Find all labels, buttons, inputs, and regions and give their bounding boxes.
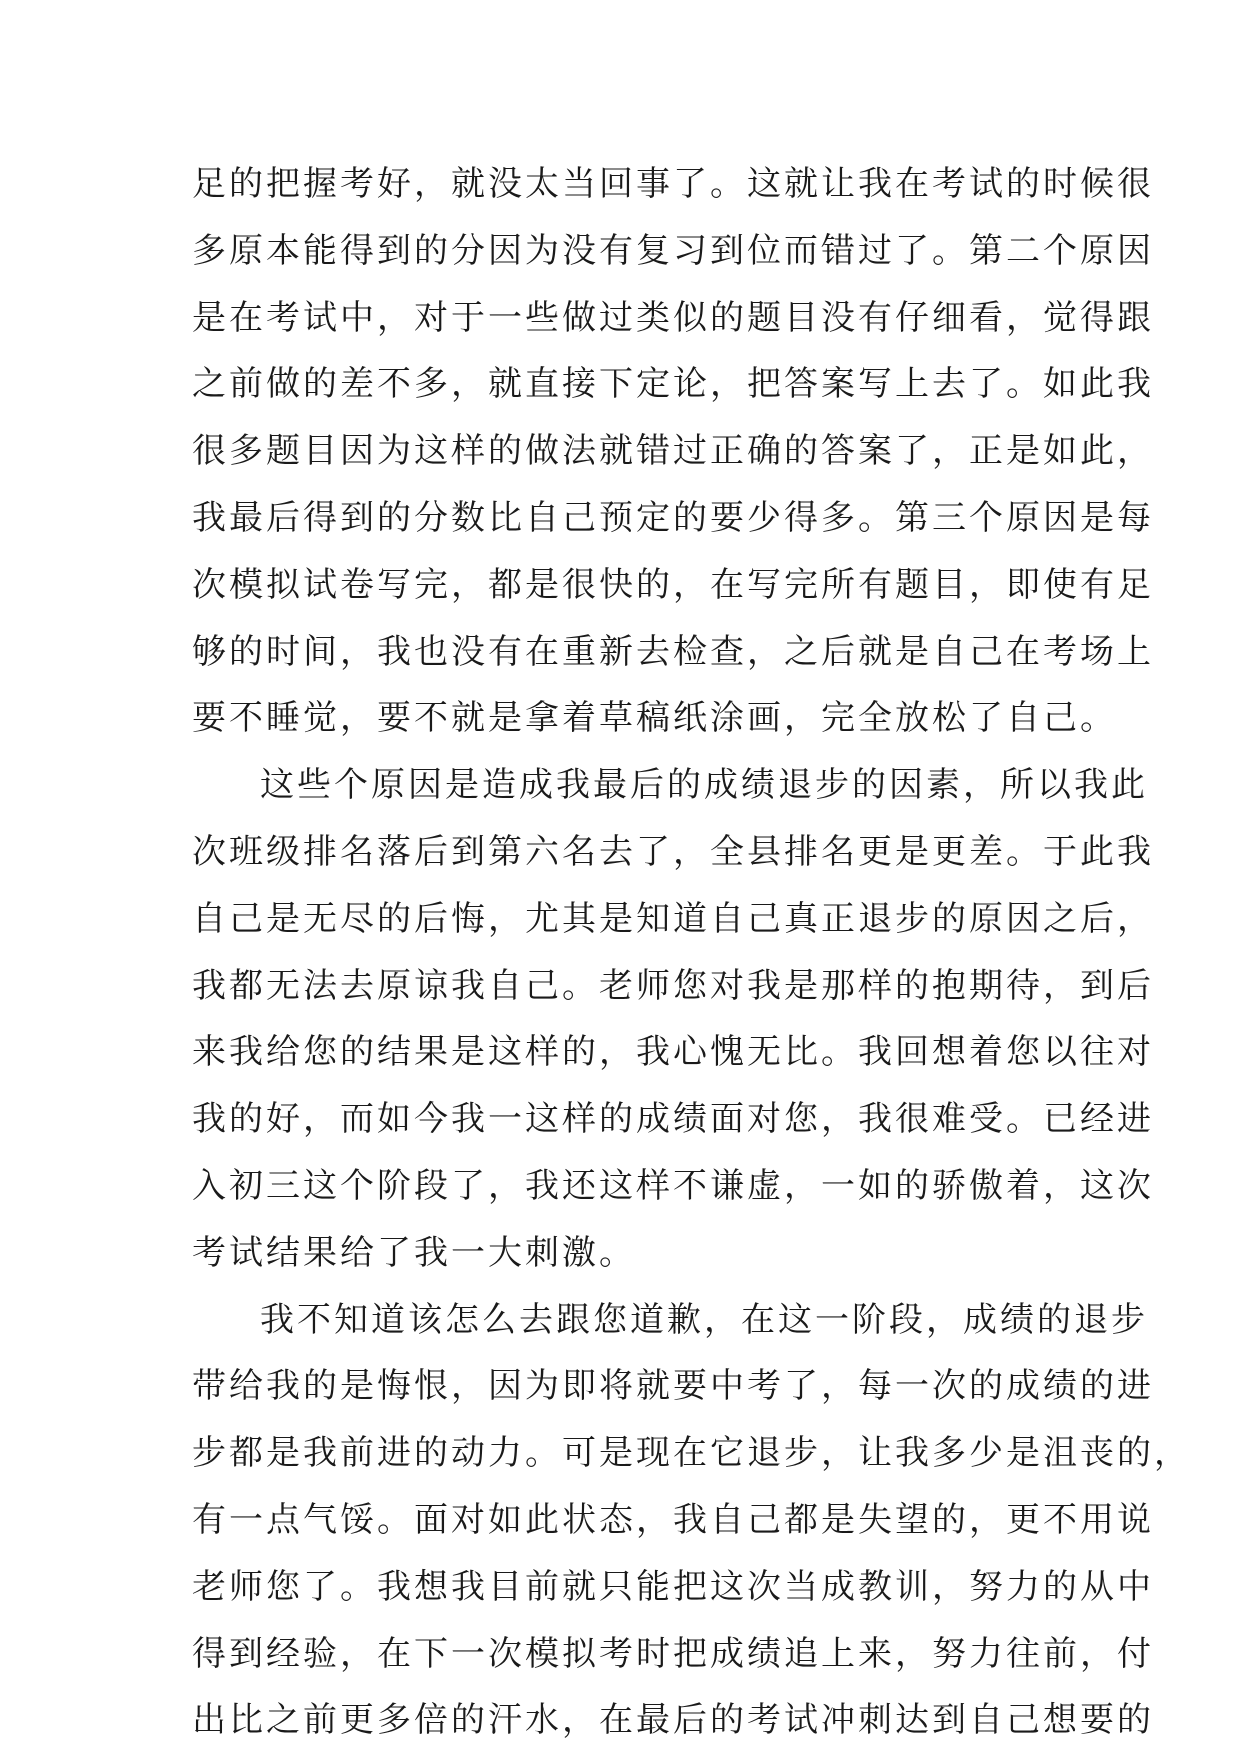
text-line: 自己是无尽的后悔，尤其是知道自己真正退步的原因之后， (192, 898, 1154, 939)
paragraph-1 (192, 151, 1154, 752)
text-line: 入初三这个阶段了，我还这样不谦虚，一如的骄傲着，这次 (192, 1165, 1154, 1206)
text-line: 出比之前更多倍的汗水，在最后的考试冲刺达到自己想要的 (192, 1700, 1154, 1741)
text-line: 我最后得到的分数比自己预定的要少得多。第三个原因是每 (192, 497, 1154, 538)
text-line: 是在考试中，对于一些做过类似的题目没有仔细看，觉得跟 (192, 297, 1154, 338)
text-line: 老师您了。我想我目前就只能把这次当成教训，努力的从中 (192, 1566, 1154, 1607)
text-line: 之前做的差不多，就直接下定论，把答案写上去了。如此我 (192, 364, 1154, 405)
text-line: 我不知道该怎么去跟您道歉，在这一阶段，成绩的退步 (260, 1299, 1148, 1340)
text-line: 我的好，而如今我一这样的成绩面对您，我很难受。已经进 (192, 1099, 1154, 1140)
body-text (192, 151, 1191, 1754)
text-line: 很多题目因为这样的做法就错过正确的答案了，正是如此， (192, 431, 1154, 472)
text-line: 有一点气馁。面对如此状态，我自己都是失望的，更不用说 (192, 1499, 1154, 1540)
paragraph-2 (192, 752, 1154, 1286)
text-line: 步都是我前进的动力。可是现在它退步，让我多少是沮丧的， (192, 1433, 1191, 1474)
text-line: 带给我的是悔恨，因为即将就要中考了，每一次的成绩的进 (192, 1366, 1154, 1407)
text-line: 次模拟试卷写完，都是很快的，在写完所有题目，即使有足 (192, 564, 1154, 605)
text-line: 要不睡觉，要不就是拿着草稿纸涂画，完全放松了自己。 (192, 698, 1117, 739)
text-line: 这些个原因是造成我最后的成绩退步的因素，所以我此 (260, 765, 1148, 806)
text-line: 足的把握考好，就没太当回事了。这就让我在考试的时候很 (192, 164, 1154, 204)
text-line: 来我给您的结果是这样的，我心愧无比。我回想着您以往对 (192, 1032, 1154, 1073)
text-line: 考试结果给了我一大刺激。 (192, 1232, 636, 1273)
text-line: 多原本能得到的分因为没有复习到位而错过了。第二个原因 (192, 230, 1154, 271)
text-line: 够的时间，我也没有在重新去检查，之后就是自己在考场上 (192, 631, 1154, 672)
text-line: 次班级排名落后到第六名去了，全县排名更是更差。于此我 (192, 831, 1154, 872)
text-line: 我都无法去原谅我自己。老师您对我是那样的抱期待，到后 (192, 965, 1154, 1006)
paragraph-3 (192, 1287, 1191, 1754)
text-line: 得到经验，在下一次模拟考时把成绩追上来，努力往前，付 (192, 1633, 1154, 1674)
